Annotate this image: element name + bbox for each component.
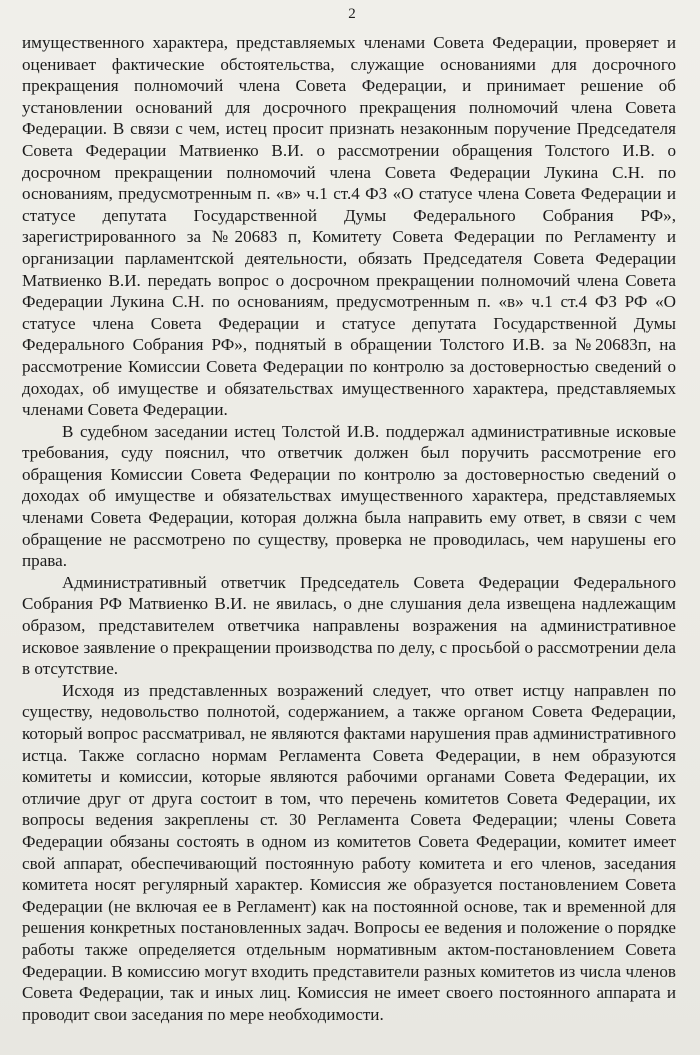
page-number: 2 bbox=[348, 6, 356, 22]
paragraph: имущественного характера, представляемых членами Совета Федерации, проверяет и оценивает фактические обстоятельства, служащие основаниями для досрочного прекращения полномочий члена Совета Федерации, и принимает решение об установлении оснований для досрочного прекращения полномочий члена Совета Федерации. В связи с чем, истец просит признать незаконным поручение Председателя Совета Федерации Матвиенко В.И. о рассмотрении обращения Толстого И.В. о досрочном прекращении полномочий члена Совета Федерации Лукина С.Н. по основаниям, предусмотренным п. «в» ч.1 ст.4 ФЗ «О статусе члена Совета Федерации и статусе депутата Государственной Думы Федерального Собрания РФ», зарегистрированного за №20683 п, Комитету Совета Федерации по Регламенту и организации парламентской деятельности, обязать Председателя Совета Федерации Матвиенко В.И. передать вопрос о досрочном прекращении полномочий члена Совета Федерации Лукина С.Н. по основаниям, предусмотренным п. «в» ч.1 ст.4 ФЗ РФ «О статусе члена Совета Федерации и статусе депутата Государственной Думы Федерального Собрания РФ», поднятый в обращении Толстого И.В. за №20683п, на рассмотрение Комиссии Совета Федерации по контролю за достоверностью сведений о доходах, об имуществе и обязательствах имущественного характера, представляемых членами Совета Федерации. bbox=[22, 33, 676, 420]
document-body bbox=[22, 32, 676, 1025]
paragraph: Административный ответчик Председатель Совета Федерации Федерального Собрания РФ Матвиенко В.И. не явилась, о дне слушания дела извещена надлежащим образом, представителем ответчика направлены возражения на административное исковое заявление о прекращении производства по делу, с просьбой о рассмотрении дела в отсутствие. bbox=[22, 572, 676, 679]
paragraph: Исходя из представленных возражений следует, что ответ истцу направлен по существу, недовольство полнотой, содержанием, а также органом Совета Федерации, который вопрос рассматривал, не являются фактами нарушения прав административного истца. Также согласно нормам Регламента Совета Федерации, в нем образуются комитеты и комиссии, которые являются рабочими органами Совета Федерации, их отличие друг от друга состоит в том, что перечень комитетов Совета Федерации, их вопросы ведения закреплены ст. 30 Регламента Совета Федерации; члены Совета Федерации обязаны состоять в одном из комитетов Совета Федерации, комитет имеет свой аппарат, обеспечивающий постоянную работу комитета и его членов, заседания комитета носят регулярный характер. Комиссия же образуется постановлением Совета Федерации (не включая ее в Регламент) как на постоянной основе, так и временной для решения конкретных постановленных задач. Вопросы ее ведения и положение о порядке работы также определяется отдельным нормативным актом-постановлением Совета Федерации. В комиссию могут входить представители разных комитетов из числа членов Совета Федерации, так и иных лиц. Комиссия не имеет своего постоянного аппарата и проводит свои заседания по мере необходимости. bbox=[22, 680, 676, 1024]
paragraph: В судебном заседании истец Толстой И.В. поддержал административные исковые требования, суду пояснил, что ответчик должен был поручить рассмотрение его обращения Комиссии Совета Федерации по контролю за достоверностью сведений о доходах об имуществе и обязательствах имущественного характера, представляемых членами Совета Федерации, которая должна была направить ему ответ, в связи с чем обращение не рассмотрено по существу, проверка не проводилась, чем нарушены его права. bbox=[22, 421, 676, 571]
